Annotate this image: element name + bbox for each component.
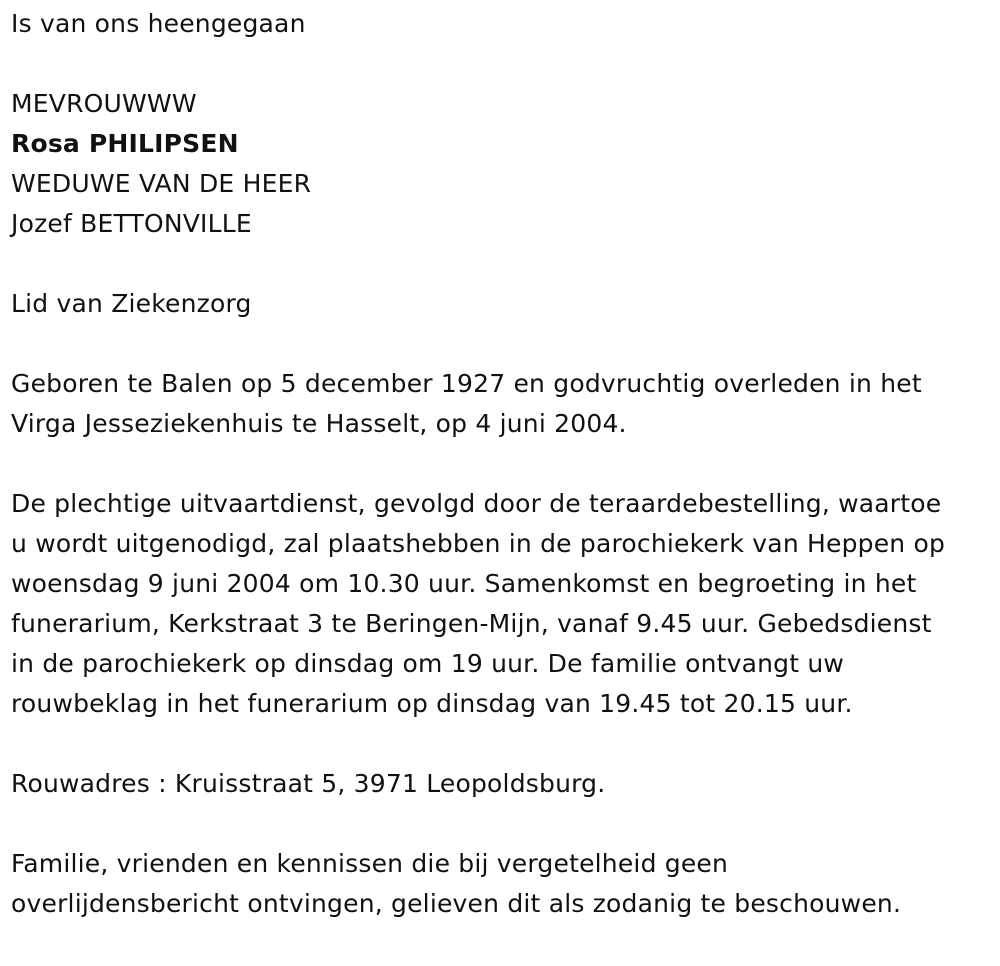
- paragraph-line: De plechtige uitvaartdienst, gevolgd door de teraardebestelling, waartoe: [11, 489, 942, 518]
- paragraph-line: Familie, vrienden en kennissen die bij vergetelheid geen: [11, 849, 729, 878]
- mourning-address: Rouwadres : Kruisstraat 5, 3971 Leopoldsburg.: [11, 769, 606, 798]
- membership-line: Lid van Ziekenzorg: [11, 289, 252, 318]
- birth-death-paragraph: [11, 364, 996, 444]
- closing-paragraph: [11, 844, 996, 924]
- paragraph-line: u wordt uitgenodigd, zal plaatshebben in de parochiekerk van Heppen op: [11, 529, 946, 558]
- paragraph-line: Geboren te Balen op 5 december 1927 en godvruchtig overleden in het: [11, 369, 922, 398]
- service-paragraph: [11, 484, 996, 724]
- spacer: [11, 804, 996, 844]
- deceased-name: Rosa PHILIPSEN: [11, 129, 239, 158]
- widow-line: WEDUWE VAN DE HEER: [11, 169, 312, 198]
- paragraph-line: in de parochiekerk op dinsdag om 19 uur. De familie ontvangt uw: [11, 649, 845, 678]
- spacer: [11, 324, 996, 364]
- death-notice: [11, 4, 996, 924]
- spacer: [11, 724, 996, 764]
- paragraph-line: woensdag 9 juni 2004 om 10.30 uur. Samenkomst en begroeting in het: [11, 569, 917, 598]
- spacer: [11, 444, 996, 484]
- spacer: [11, 44, 996, 84]
- paragraph-line: rouwbeklag in het funerarium op dinsdag van 19.45 tot 20.15 uur.: [11, 689, 853, 718]
- paragraph-line: funerarium, Kerkstraat 3 te Beringen-Mijn, vanaf 9.45 uur. Gebedsdienst: [11, 609, 932, 638]
- paragraph-line: overlijdensbericht ontvingen, gelieven dit als zodanig te beschouwen.: [11, 889, 902, 918]
- spacer: [11, 244, 996, 284]
- paragraph-line: Virga Jesseziekenhuis te Hasselt, op 4 juni 2004.: [11, 409, 627, 438]
- spouse-name: Jozef BETTONVILLE: [11, 209, 252, 238]
- intro-line: Is van ons heengegaan: [11, 9, 306, 38]
- title-line: MEVROUWWW: [11, 89, 197, 118]
